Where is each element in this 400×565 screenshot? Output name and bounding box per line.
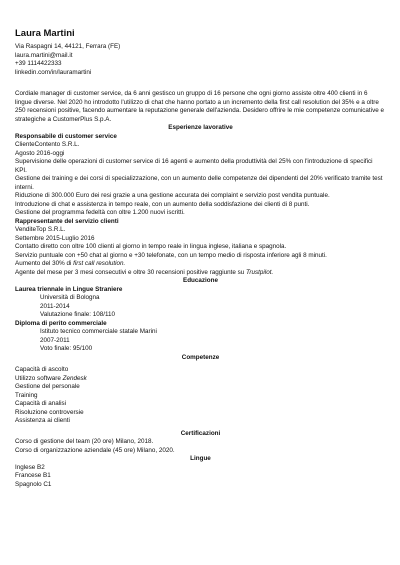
education-period: 2007-2011 [40, 336, 70, 344]
education-title: Educazione [183, 277, 218, 284]
certifications-title: Certificazioni [180, 429, 221, 437]
job-role: Responsabile di customer service [15, 132, 117, 140]
certification-item: Corso di gestione del team (20 ore) Milano, 2018. [15, 438, 154, 445]
education-entry [15, 286, 386, 320]
bullet-italic-text: first call resolution. [73, 260, 126, 267]
language-item: Spagnolo C1 [15, 480, 52, 488]
education-period: 2011-2014 [40, 302, 70, 310]
job-bullet: Gestione dei training e dei corsi di specializzazione, con un aumento delle competenze dei dipendenti del 20% verificato tramite test interni. [15, 175, 383, 191]
skill-italic-text: Zendesk [62, 374, 87, 382]
job-bullet: Contatto diretto con oltre 100 clienti al giorno in tempo reale in lingua inglese, italiana e spagnola. [15, 243, 287, 250]
job-bullet: Introduzione di chat e assistenza in tempo reale, con un aumento della soddisfazione dei clienti di 8 punti. [15, 200, 310, 208]
certification-item: Corso di organizzazione aziendale (45 ore) Milano, 2020. [15, 446, 175, 454]
education-school: Istituto tecnico commerciale statale Marini [40, 328, 157, 335]
job-company: VenditeTop S.R.L. [15, 226, 66, 233]
job-bullet [15, 269, 386, 278]
job-bullet: Supervisione delle operazioni di customer service di 16 agenti e aumento della produttività del 25% con l'introduzione di specifici KPI. [15, 158, 373, 174]
education-entry [15, 320, 386, 354]
language-item: Francese B1 [15, 472, 51, 479]
bullet-italic-text: Trustpilot. [246, 268, 274, 276]
job-entry [15, 133, 386, 218]
job-bullet: Servizio puntuale con +50 chat al giorno e +30 telefonate, con un tempo medio di risposta inferiore agli 8 minuti. [15, 251, 327, 259]
languages-list [15, 464, 386, 490]
job-bullet [15, 260, 386, 269]
education-grade: Valutazione finale: 108/110 [40, 311, 116, 318]
certifications-list [15, 438, 386, 455]
education-grade: Voto finale: 95/100 [40, 345, 93, 352]
skill-item: Assistenza ai clienti [15, 417, 70, 424]
job-role: Rappresentante del servizio clienti [15, 217, 119, 225]
bullet-text: Aumento del 30% di [15, 260, 74, 267]
job-period: Agosto 2016-oggi [15, 149, 65, 157]
job-entry [15, 218, 386, 278]
skill-item [15, 375, 386, 384]
skill-text: Utilizzo software [15, 374, 63, 382]
skill-item: Training [15, 391, 38, 399]
job-bullet: Gestione del programma fedeltà con oltre 1.200 nuovi iscritti. [15, 209, 185, 216]
skill-item: Capacità di ascolto [15, 366, 69, 373]
skill-item: Risoluzione controversie [15, 408, 84, 416]
experience-title: Esperienze lavorative [168, 124, 233, 131]
languages-title: Lingue [190, 455, 211, 462]
education-degree: Laurea triennale in Lingue Straniere [15, 285, 123, 293]
skills-title: Competenze [181, 353, 220, 361]
bullet-text: Agente del mese per 3 mesi consecutivi e oltre 30 recensioni positive raggiunte su [15, 268, 247, 276]
summary-paragraph: Cordiale manager di customer service, da 6 anni gestisco un gruppo di 16 persone che ogni giorno assiste oltre 400 clienti in 6 lingue diverse. Nel 2020 ho introdotto l'utilizzo di chat che hanno portato a un incremento della first call resolution del 35% e a oltre 250 recensioni positive, facendo aumentare la reputazione generale dell'azienda. Desidero offrire le mie competenze comunicative e strategiche a CustomerPlus S.p.A. [15, 90, 384, 123]
candidate-name: Laura Martini [15, 28, 75, 39]
language-item: Inglese B2 [15, 463, 45, 471]
contact-block [15, 43, 386, 77]
linkedin-text: linkedin.com/in/lauramartini [15, 68, 92, 76]
address-text: Via Raspagni 14, 44121, Ferrara (FE) [15, 43, 121, 50]
education-degree: Diploma di perito commerciale [15, 319, 107, 327]
phone-text: +39 1114422333 [15, 60, 62, 67]
education-school: Università di Bologna [40, 294, 100, 301]
job-bullet: Riduzione di 300.000 Euro dei resi grazie a una gestione accurata dei complaint e servizio post vendita puntuale. [15, 192, 330, 199]
job-company: ClienteContento S.R.L. [15, 141, 80, 148]
email-text: laura.martini@mail.it [15, 51, 73, 59]
skill-item: Capacità di analisi [15, 400, 67, 407]
skills-list [15, 366, 386, 426]
job-period: Settembre 2015-Luglio 2016 [15, 234, 95, 242]
skill-item: Gestione del personale [15, 383, 80, 390]
